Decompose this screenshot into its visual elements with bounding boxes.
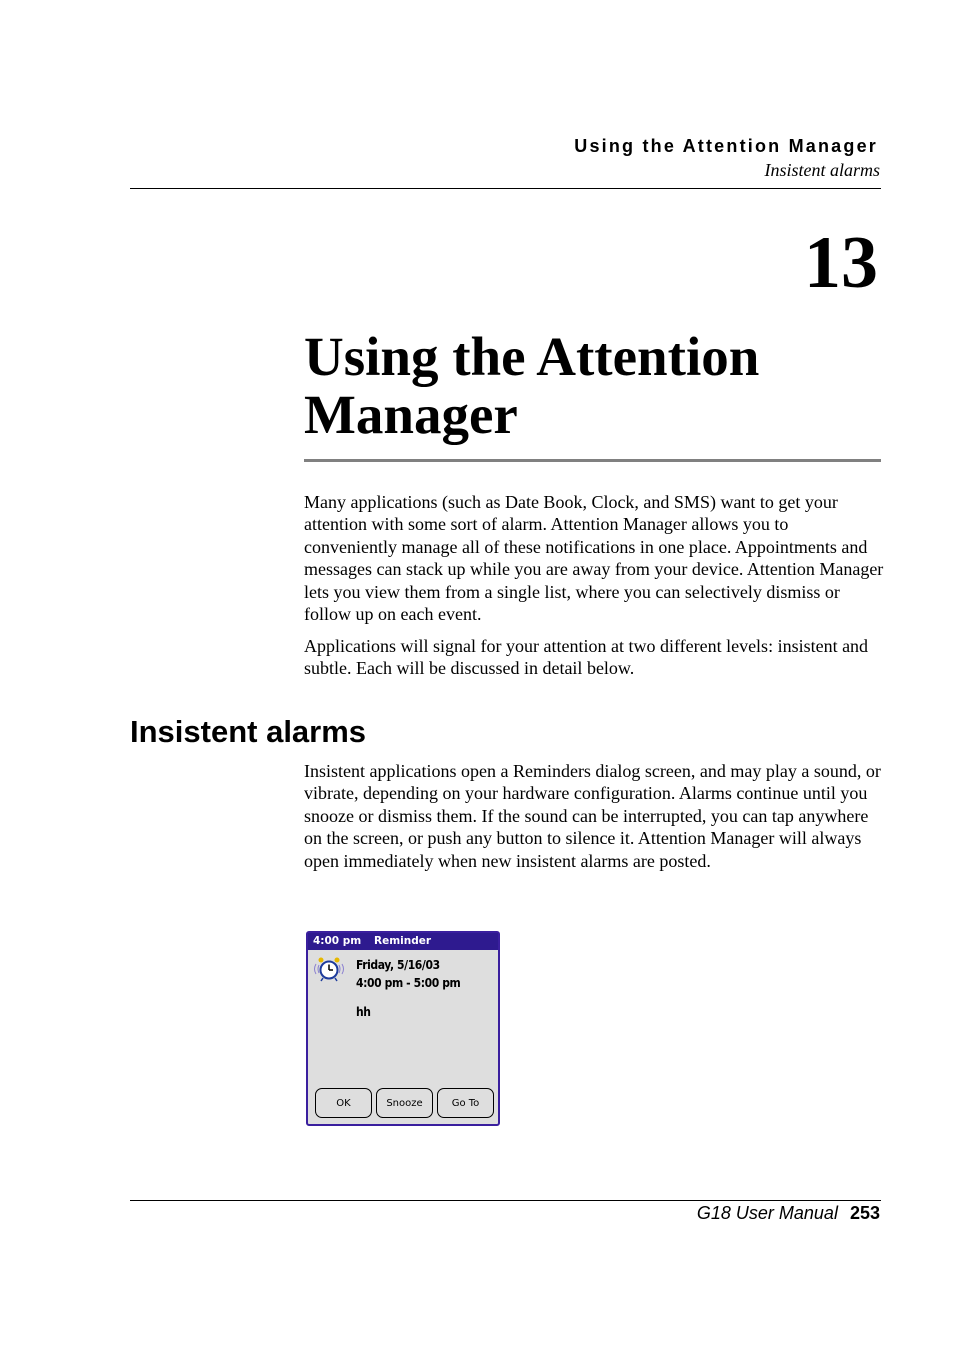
running-header-section: Insistent alarms	[764, 160, 880, 180]
chapter-title-line2: Manager	[304, 384, 518, 445]
chapter-title-line1: Using the Attention	[304, 326, 760, 387]
chapter-number: 13	[804, 222, 878, 304]
page-number: 253	[849, 1203, 880, 1223]
reminder-title-bar	[308, 933, 498, 950]
reminder-date: Friday, 5/16/03	[356, 958, 440, 972]
reminder-title: Reminder	[374, 935, 432, 947]
reminder-screenshot	[306, 931, 500, 1126]
footer-manual-name: G18 User Manual	[696, 1203, 838, 1223]
intro-paragraph-1: Many applications (such as Date Book, Clock, and SMS) want to get your attention with some sort of alarm. Attention Manager allows you to conveniently manage all of these notifications in one place. Appointments and messages can stack up while you are away from your device. Attention Manager lets you view them from a single list, where you can selectively dismiss or follow up on each event.	[304, 492, 884, 625]
go-to-button[interactable]: Go To	[437, 1088, 494, 1118]
intro-paragraph-2: Applications will signal for your attention at two different levels: insistent and subtle. Each will be discussed in detail below.	[304, 636, 869, 679]
chapter-title	[304, 328, 881, 444]
footer-rule	[130, 1200, 881, 1201]
section-heading: Insistent alarms	[130, 714, 367, 749]
header-rule	[130, 188, 881, 189]
snooze-button[interactable]: Snooze	[376, 1088, 433, 1118]
running-header-chapter: Using the Attention Manager	[574, 136, 878, 156]
section-paragraph: Insistent applications open a Reminders dialog screen, and may play a sound, or vibrate, depending on your hardware configuration. Alarms continue until you snooze or dismiss them. If the sound can be interrupted, you can tap anywhere on the screen, or push any button to silence it. Attention Manager will always open immediately when new insistent alarms are posted.	[304, 761, 881, 871]
reminder-time-range: 4:00 pm - 5:00 pm	[356, 976, 461, 990]
reminder-clock: 4:00 pm	[313, 935, 362, 947]
chapter-title-rule	[304, 459, 881, 462]
ok-button[interactable]: OK	[315, 1088, 372, 1118]
alarm-clock-icon	[312, 956, 346, 982]
footer	[697, 1203, 880, 1224]
reminder-note: hh	[356, 1005, 371, 1019]
